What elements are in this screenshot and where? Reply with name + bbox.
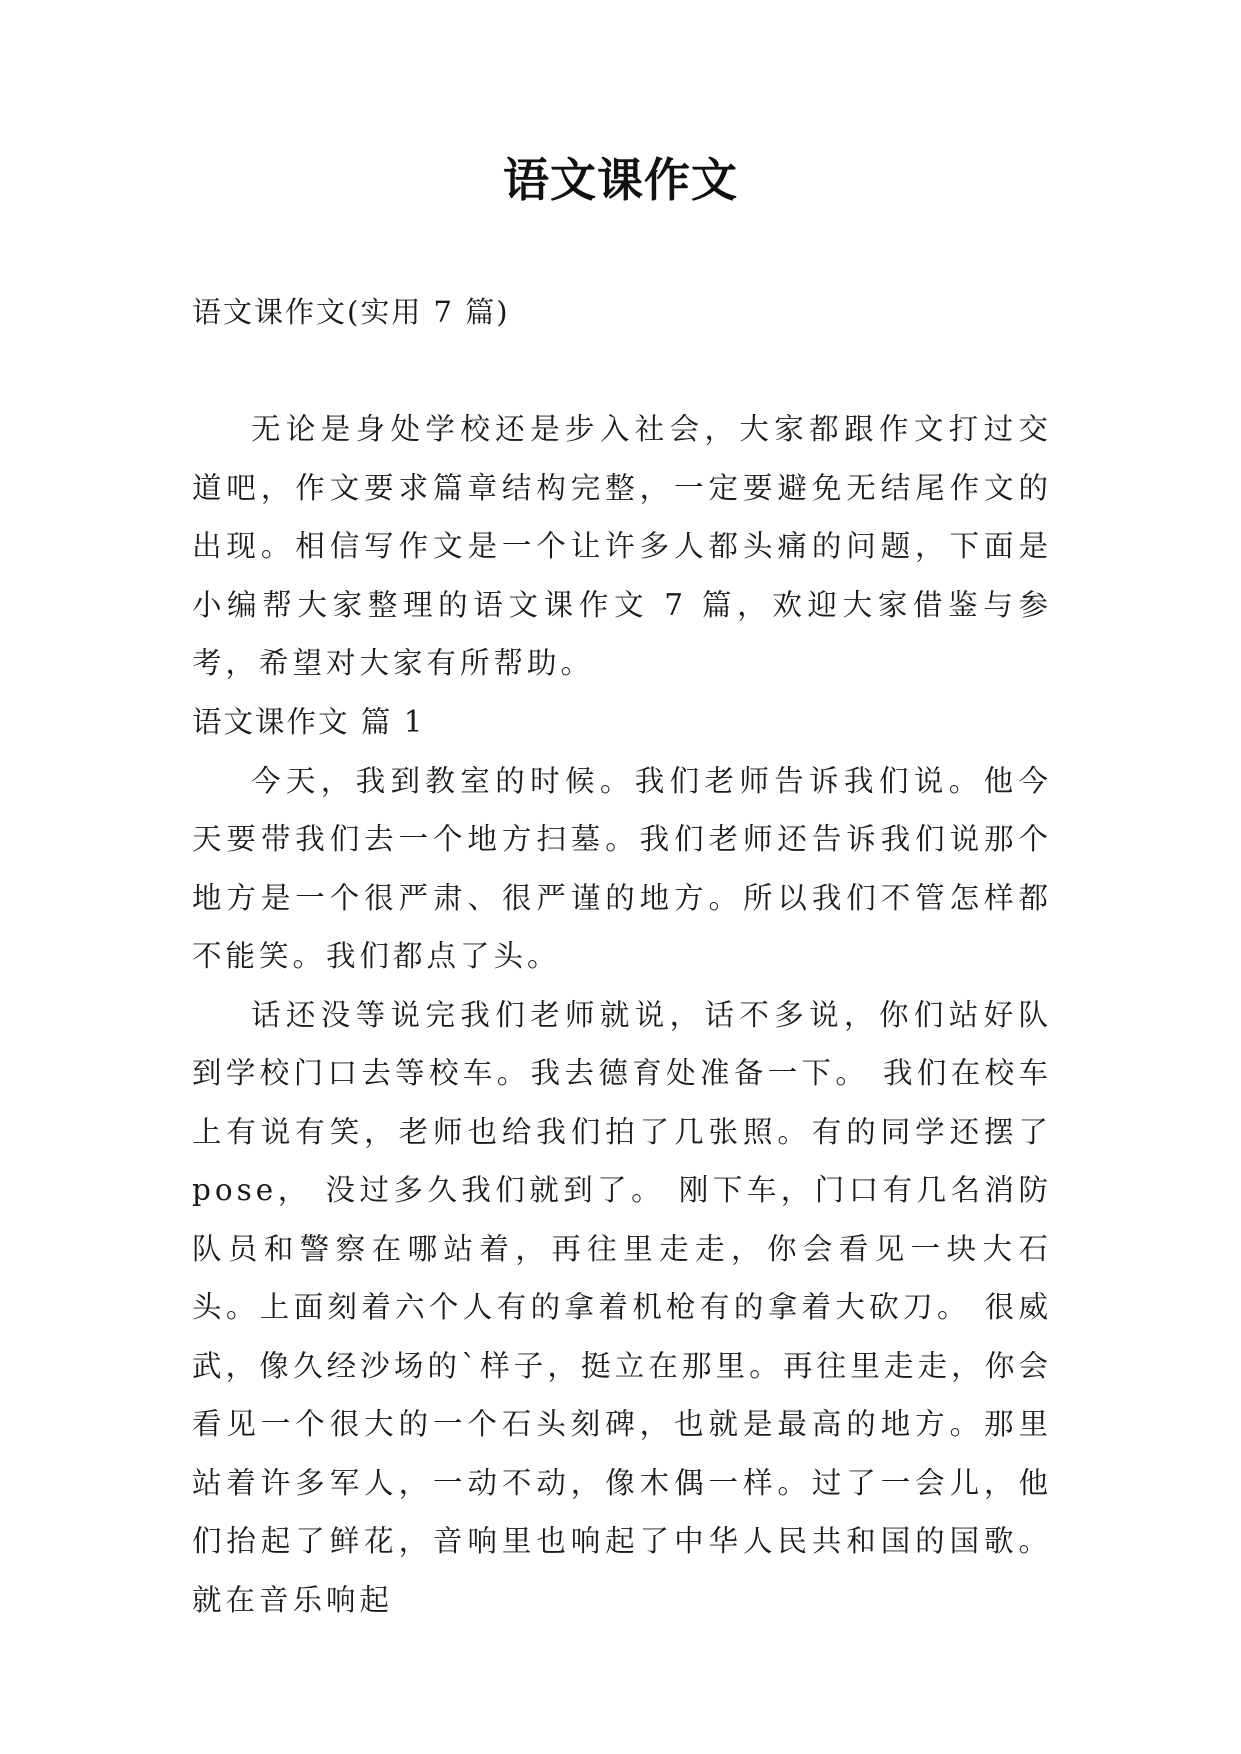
body-paragraph: 话还没等说完我们老师就说，话不多说，你们站好队到学校门口去等校车。我去德育处准备一下。 我们在校车上有说有笑，老师也给我们拍了几张照。有的同学还摆了 pose， 没过多久我们就到了。 刚下车，门口有几名消防队员和警察在哪站着，再往里走走，你会看见一块大石头。上面刻着六个人有的拿着机枪有的拿着大砍刀。 很威武，像久经沙场的`样子，挺立在那里。再往里走走，你会看见一个很大的一个石头刻碑，也就是最高的地方。那里站着许多军人，一动不动，像木偶一样。过了一会儿，他们抬起了鲜花，音响里也响起了中华人民共和国的国歌。就在音乐响起 <box>192 997 1052 1617</box>
intro-paragraph: 无论是身处学校还是步入社会，大家都跟作文打过交道吧，作文要求篇章结构完整，一定要避免无结尾作文的出现。相信写作文是一个让许多人都头痛的问题，下面是小编帮大家整理的语文课作文 7 篇，欢迎大家借鉴与参考，希望对大家有所帮助。 <box>192 412 1052 680</box>
document-subtitle: 语文课作文(实用 7 篇) <box>192 295 510 329</box>
section-1 <box>192 693 1052 1629</box>
intro-block <box>192 400 1052 693</box>
document-title: 语文课作文 <box>503 153 738 207</box>
section-heading: 语文课作文 篇 1 <box>192 705 425 739</box>
body-paragraph: 今天，我到教室的时候。我们老师告诉我们说。他今天要带我们去一个地方扫墓。我们老师还告诉我们说那个地方是一个很严肃、很严谨的地方。所以我们不管怎样都不能笑。我们都点了头。 <box>192 763 1052 973</box>
